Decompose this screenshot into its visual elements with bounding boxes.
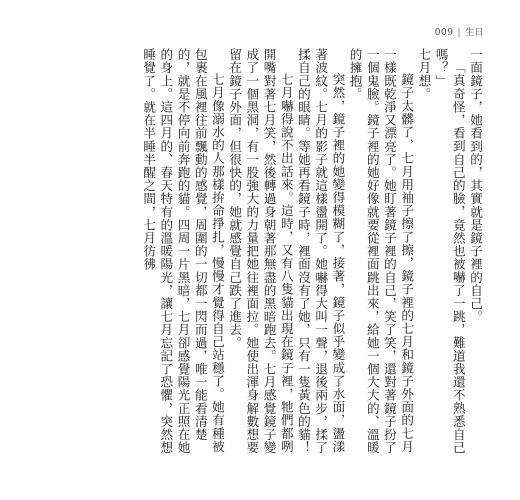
paragraph: 七月嚇得說不出話來。這時，又有八隻貓出現在鏡子裡，牠們都咧開嘴對著七月笑，然後轉過身朝著那無盡的黑暗跑去。七月感覺鏡子變成了一個黑洞，有一股強大的力量把她往裡面拉。她使出渾身解數想要留在鏡子外面，但很快的，她就感覺自己跌了進去。 [227, 48, 294, 455]
paragraph-dialogue: 「真奇怪，看到自己的臉，竟然也被嚇了一跳，難道我還不熟悉自己嗎？」 [433, 48, 466, 454]
paragraph: 一面鏡子，她看到的，其實就是鏡子裡的自己。 [468, 48, 483, 324]
header-separator: | [457, 28, 461, 38]
chapter-title: 生日 [464, 28, 484, 38]
paragraph: 七月想。 [416, 48, 432, 101]
running-header [435, 25, 484, 38]
paragraph: 鏡子太髒了，七月用袖子擦了擦，鏡子裡的七月和鏡子外面的七月一樣既乾淨又漂亮了。她盯著鏡子裡的自己，笑了笑，還對著鏡子扮了一個鬼臉。鏡子裡的她好像就要從裡面跳出來，給她一個大大的、溫暖的擁抱。 [347, 48, 415, 455]
body-text [70, 48, 484, 460]
page-number: 009 [434, 28, 454, 38]
paragraph: 七月像溺水的人那樣拚命掙扎，慢慢才覺得自己站穩了。她有種被包裹在風裡往前飄動的感覺，周圍的一切都一閃而過，唯一能看清楚的，就是不停向前奔跑的貓。四周一片黑暗，七月卻感覺陽光正照在她的身上。這四月的、春天特有的溫暖陽光，讓七月忘記了恐懼，突然想睡覺了。就在半睡半醒之間，七月彷彿 [141, 48, 225, 455]
paragraph: 突然，鏡子裡的她變得模糊了，接著，鏡子似乎變成了水面，盪漾著波紋。七月的影子就這樣盪開了。她嚇得大叫一聲，退後兩步，揉了揉自己的眼睛。等她再看鏡子時，裡面沒有了她，只有一隻黃色的貓！ [295, 48, 346, 455]
